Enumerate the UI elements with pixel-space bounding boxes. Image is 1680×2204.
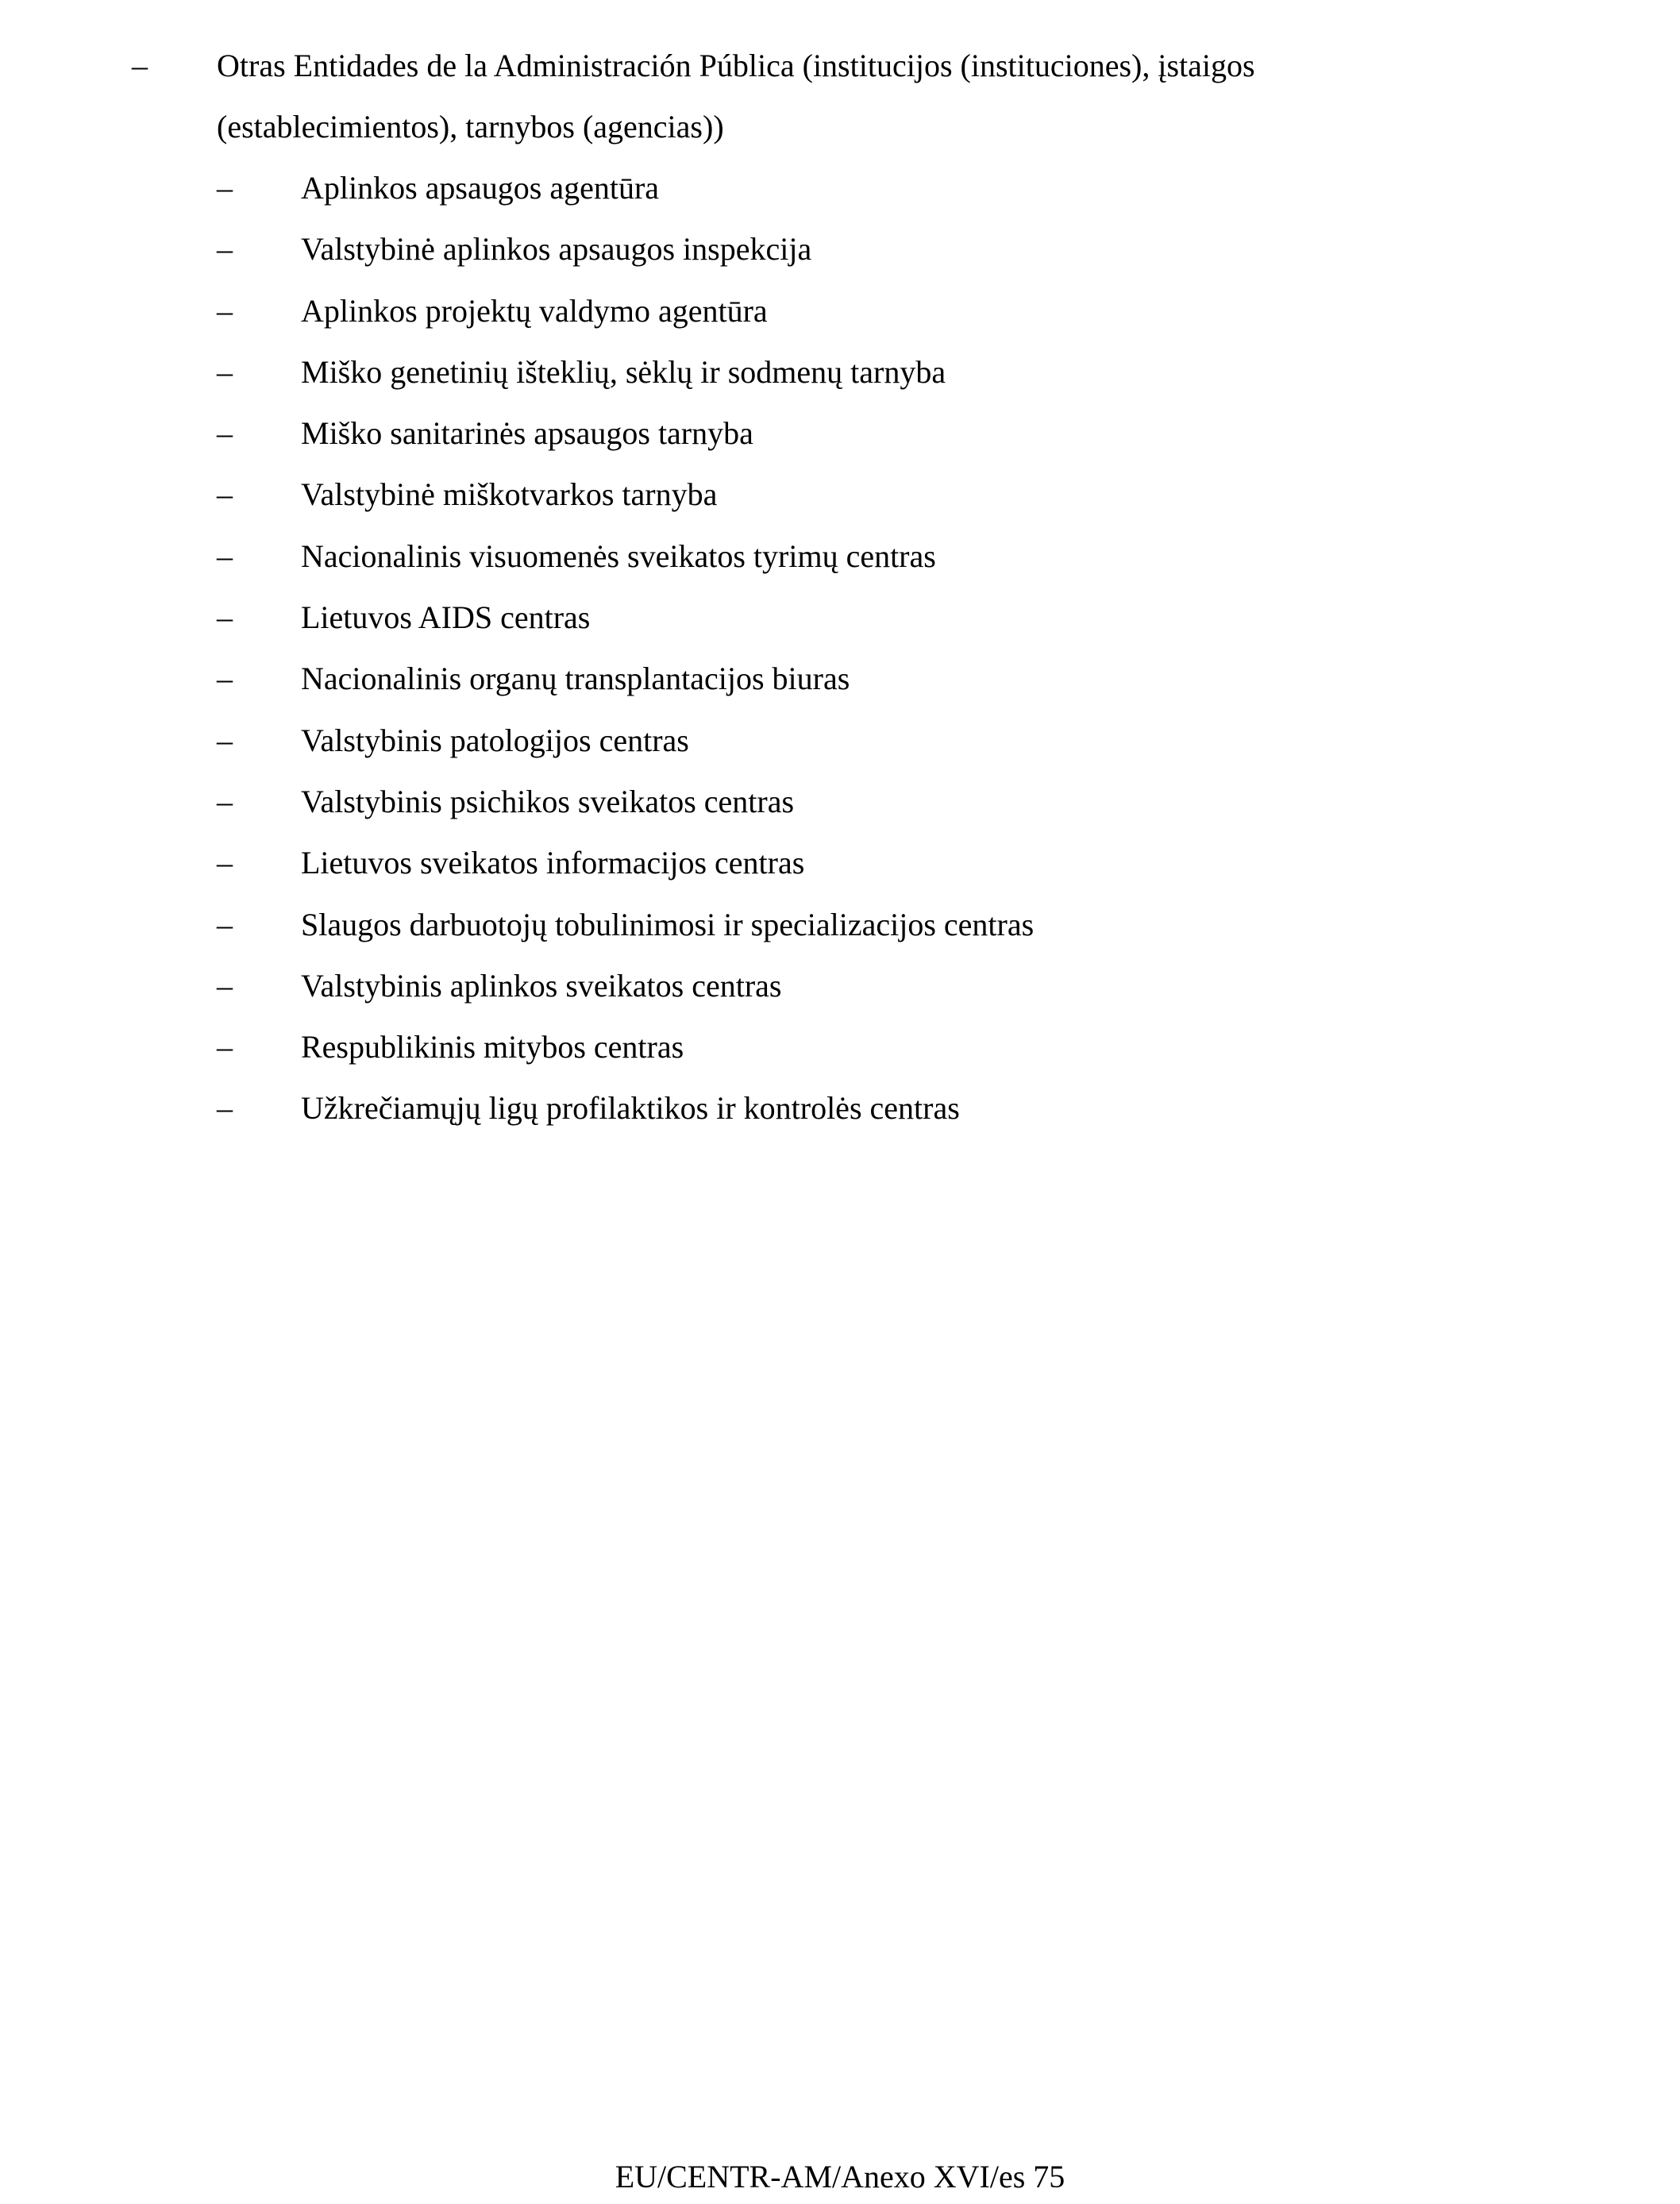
list-item-label: Aplinkos projektų valdymo agentūra — [301, 292, 768, 329]
sub-item-list — [0, 157, 1680, 1139]
list-item-label: Valstybinis aplinkos sveikatos centras — [301, 967, 782, 1004]
main-item-line-1: Otras Entidades de la Administración Pública (institucijos (instituciones), įstaigos — [217, 48, 1255, 83]
list-bullet: – — [217, 599, 233, 636]
list-item-label: Valstybinis psichikos sveikatos centras — [301, 783, 795, 819]
list-item-label: Valstybinė miškotvarkos tarnyba — [301, 476, 718, 513]
list-item-label: Lietuvos sveikatos informacijos centras — [301, 845, 805, 881]
list-item — [0, 464, 1680, 525]
list-item-label: Nacionalinis visuomenės sveikatos tyrimų centras — [301, 538, 936, 574]
list-item — [0, 955, 1680, 1016]
list-item-label: Valstybinis patologijos centras — [301, 722, 689, 758]
list-item — [0, 832, 1680, 893]
list-item-label: Valstybinė aplinkos apsaugos inspekcija — [301, 231, 812, 268]
list-item-label: Nacionalinis organų transplantacijos biuras — [301, 661, 850, 697]
list-item — [0, 710, 1680, 771]
list-bullet: – — [217, 1029, 233, 1065]
list-bullet: – — [217, 170, 233, 206]
list-item — [0, 341, 1680, 403]
list-item — [0, 648, 1680, 709]
list-item — [0, 587, 1680, 648]
list-item — [0, 1077, 1680, 1139]
list-item-label: Užkrečiamųjų ligų profilaktikos ir kontrolės centras — [301, 1090, 960, 1127]
list-item-label: Slaugos darbuotojų tobulinimosi ir specializacijos centras — [301, 906, 1035, 942]
list-item-label: Respublikinis mitybos centras — [301, 1029, 684, 1065]
list-bullet: – — [217, 292, 233, 329]
main-item-bullet: – — [132, 48, 148, 83]
list-bullet: – — [217, 783, 233, 819]
main-item-line-2: (establecimientos), tarnybos (agencias)) — [217, 109, 724, 144]
list-bullet: – — [217, 415, 233, 452]
list-bullet: – — [217, 1090, 233, 1127]
list-bullet: – — [217, 353, 233, 390]
list-item — [0, 280, 1680, 341]
list-item-label: Miško genetinių išteklių, sėklų ir sodmenų tarnyba — [301, 353, 946, 390]
list-item-label: Aplinkos apsaugos agentūra — [301, 170, 660, 206]
list-item — [0, 894, 1680, 955]
page-footer: EU/CENTR-AM/Anexo XVI/es 75 — [615, 2159, 1065, 2194]
list-bullet: – — [217, 906, 233, 942]
list-item — [0, 157, 1680, 218]
list-bullet: – — [217, 476, 233, 513]
list-bullet: – — [217, 661, 233, 697]
list-item — [0, 218, 1680, 279]
list-item-label: Lietuvos AIDS centras — [301, 599, 591, 636]
list-bullet: – — [217, 722, 233, 758]
list-item — [0, 1016, 1680, 1077]
list-item — [0, 771, 1680, 832]
list-item — [0, 403, 1680, 464]
list-item-label: Miško sanitarinės apsaugos tarnyba — [301, 415, 753, 452]
main-item-text — [217, 35, 1630, 157]
list-bullet: – — [217, 967, 233, 1004]
list-bullet: – — [217, 845, 233, 881]
list-bullet: – — [217, 538, 233, 574]
list-item — [0, 526, 1680, 587]
list-bullet: – — [217, 231, 233, 268]
